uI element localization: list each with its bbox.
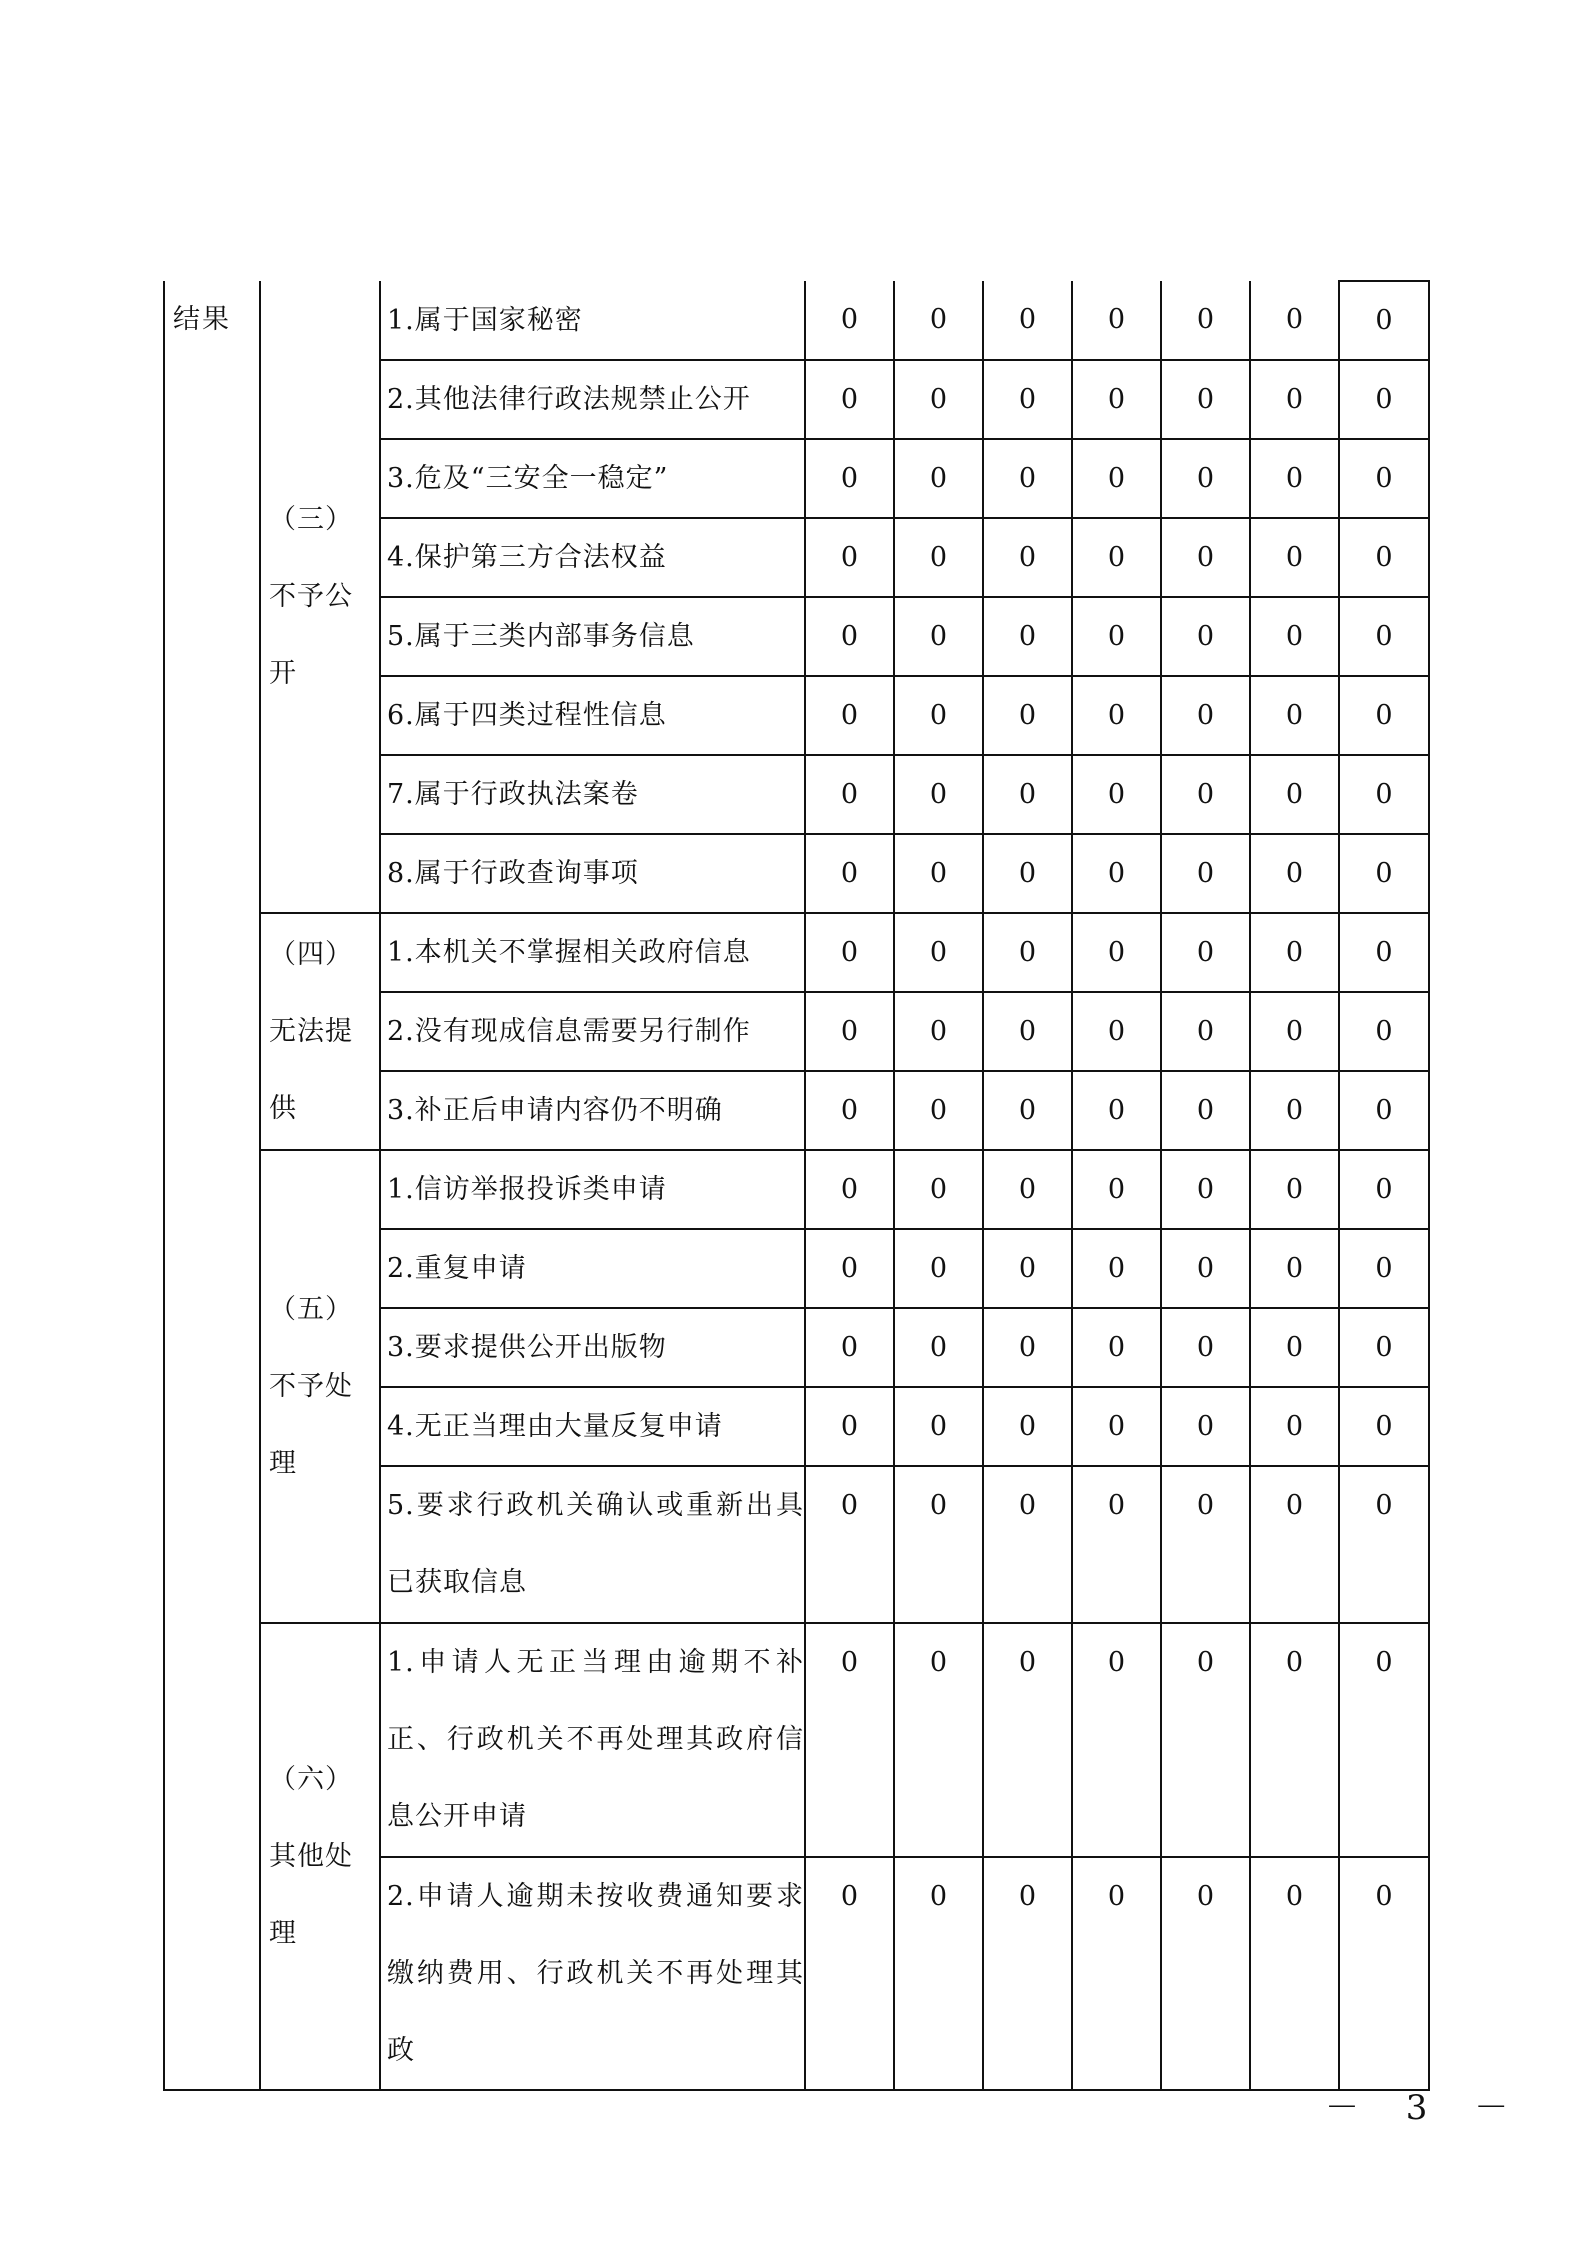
- value-cell: 0: [1250, 1466, 1339, 1623]
- value-cell: 0: [1250, 1308, 1339, 1387]
- value-cell: 0: [805, 518, 894, 597]
- value-cell: 0: [1161, 281, 1250, 360]
- category-cell: （三）不予公开: [260, 281, 380, 913]
- table-row: [164, 281, 1429, 360]
- value-cell: 0: [1339, 1466, 1429, 1623]
- value-cell: 0: [983, 597, 1072, 676]
- value-cell: 0: [1161, 360, 1250, 439]
- item-label-cell: 1.信访举报投诉类申请: [380, 1150, 805, 1229]
- value-cell: 0: [1161, 1387, 1250, 1466]
- value-cell: 0: [894, 439, 983, 518]
- value-cell: 0: [983, 1229, 1072, 1308]
- value-cell: 0: [1161, 676, 1250, 755]
- value-cell: 0: [1250, 1150, 1339, 1229]
- value-cell: 0: [805, 1623, 894, 1857]
- disclosure-results-table: [163, 280, 1430, 2091]
- item-label-cell: 2.重复申请: [380, 1229, 805, 1308]
- value-cell: 0: [1250, 1229, 1339, 1308]
- value-cell: 0: [894, 597, 983, 676]
- value-cell: 0: [894, 1857, 983, 2090]
- value-cell: 0: [1250, 1623, 1339, 1857]
- item-label-cell: 3.要求提供公开出版物: [380, 1308, 805, 1387]
- value-cell: 0: [1161, 1229, 1250, 1308]
- value-cell: 0: [805, 1466, 894, 1623]
- value-cell: 0: [1250, 834, 1339, 913]
- value-cell: 0: [1161, 1623, 1250, 1857]
- value-cell: 0: [1339, 1229, 1429, 1308]
- value-cell: 0: [1072, 834, 1161, 913]
- value-cell: 0: [805, 676, 894, 755]
- value-cell: 0: [1161, 439, 1250, 518]
- item-label-cell: 2.申请人逾期未按收费通知要求缴纳费用、行政机关不再处理其政: [380, 1857, 805, 2090]
- value-cell: 0: [1339, 676, 1429, 755]
- value-cell: 0: [983, 1150, 1072, 1229]
- value-cell: 0: [983, 1387, 1072, 1466]
- value-cell: 0: [983, 360, 1072, 439]
- value-cell: 0: [983, 1308, 1072, 1387]
- value-cell: 0: [1339, 281, 1429, 360]
- value-cell: 0: [1339, 755, 1429, 834]
- item-label-cell: 5.要求行政机关确认或重新出具已获取信息: [380, 1466, 805, 1623]
- value-cell: 0: [1339, 834, 1429, 913]
- value-cell: 0: [805, 834, 894, 913]
- value-cell: 0: [1161, 913, 1250, 992]
- value-cell: 0: [894, 913, 983, 992]
- item-label-cell: 2.没有现成信息需要另行制作: [380, 992, 805, 1071]
- category-cell: （四）无法提供: [260, 913, 380, 1150]
- value-cell: 0: [1072, 1466, 1161, 1623]
- value-cell: 0: [805, 439, 894, 518]
- value-cell: 0: [1072, 360, 1161, 439]
- value-cell: 0: [1161, 597, 1250, 676]
- value-cell: 0: [983, 834, 1072, 913]
- item-label-cell: 5.属于三类内部事务信息: [380, 597, 805, 676]
- value-cell: 0: [1072, 1387, 1161, 1466]
- value-cell: 0: [1339, 597, 1429, 676]
- value-cell: 0: [1250, 676, 1339, 755]
- value-cell: 0: [805, 360, 894, 439]
- value-cell: 0: [894, 1308, 983, 1387]
- category-cell: （五）不予处理: [260, 1150, 380, 1623]
- value-cell: 0: [983, 1623, 1072, 1857]
- value-cell: 0: [983, 281, 1072, 360]
- value-cell: 0: [894, 1387, 983, 1466]
- item-label-cell: 1.属于国家秘密: [380, 281, 805, 360]
- value-cell: 0: [1339, 913, 1429, 992]
- value-cell: 0: [1250, 1387, 1339, 1466]
- value-cell: 0: [983, 1466, 1072, 1623]
- value-cell: 0: [1161, 834, 1250, 913]
- value-cell: 0: [983, 992, 1072, 1071]
- value-cell: 0: [1250, 281, 1339, 360]
- value-cell: 0: [1339, 1308, 1429, 1387]
- item-label-cell: 4.保护第三方合法权益: [380, 518, 805, 597]
- value-cell: 0: [1339, 1071, 1429, 1150]
- value-cell: 0: [1339, 518, 1429, 597]
- value-cell: 0: [1072, 755, 1161, 834]
- value-cell: 0: [1072, 439, 1161, 518]
- value-cell: 0: [894, 834, 983, 913]
- value-cell: 0: [894, 518, 983, 597]
- value-cell: 0: [1250, 518, 1339, 597]
- value-cell: 0: [805, 1229, 894, 1308]
- value-cell: 0: [805, 992, 894, 1071]
- value-cell: 0: [805, 755, 894, 834]
- value-cell: 0: [894, 1466, 983, 1623]
- value-cell: 0: [983, 913, 1072, 992]
- value-cell: 0: [983, 1071, 1072, 1150]
- table-row: [164, 1150, 1429, 1229]
- value-cell: 0: [983, 676, 1072, 755]
- value-cell: 0: [1072, 992, 1161, 1071]
- disclosure-table-container: [163, 280, 1428, 2091]
- item-label-cell: 6.属于四类过程性信息: [380, 676, 805, 755]
- value-cell: 0: [1161, 992, 1250, 1071]
- table-row: [164, 1623, 1429, 1857]
- value-cell: 0: [1250, 439, 1339, 518]
- value-cell: 0: [894, 1623, 983, 1857]
- value-cell: 0: [1072, 1308, 1161, 1387]
- value-cell: 0: [805, 597, 894, 676]
- value-cell: 0: [1339, 992, 1429, 1071]
- value-cell: 0: [1161, 1466, 1250, 1623]
- value-cell: 0: [805, 1387, 894, 1466]
- value-cell: 0: [983, 1857, 1072, 2090]
- value-cell: 0: [1161, 1071, 1250, 1150]
- value-cell: 0: [1339, 1623, 1429, 1857]
- item-label-cell: 1.申请人无正当理由逾期不补正、行政机关不再处理其政府信息公开申请: [380, 1623, 805, 1857]
- value-cell: 0: [805, 1308, 894, 1387]
- value-cell: 0: [805, 1857, 894, 2090]
- value-cell: 0: [1250, 360, 1339, 439]
- value-cell: 0: [1072, 913, 1161, 992]
- value-cell: 0: [1072, 1229, 1161, 1308]
- value-cell: 0: [1339, 439, 1429, 518]
- value-cell: 0: [983, 439, 1072, 518]
- value-cell: 0: [894, 755, 983, 834]
- value-cell: 0: [805, 913, 894, 992]
- value-cell: 0: [1250, 597, 1339, 676]
- value-cell: 0: [805, 1150, 894, 1229]
- value-cell: 0: [805, 1071, 894, 1150]
- value-cell: 0: [1072, 1623, 1161, 1857]
- item-label-cell: 4.无正当理由大量反复申请: [380, 1387, 805, 1466]
- value-cell: 0: [894, 992, 983, 1071]
- value-cell: 0: [1250, 992, 1339, 1071]
- value-cell: 0: [894, 1150, 983, 1229]
- value-cell: 0: [1161, 755, 1250, 834]
- value-cell: 0: [805, 281, 894, 360]
- item-label-cell: 8.属于行政查询事项: [380, 834, 805, 913]
- value-cell: 0: [894, 1229, 983, 1308]
- table-body: [164, 281, 1429, 2090]
- value-cell: 0: [1072, 1150, 1161, 1229]
- value-cell: 0: [1072, 1071, 1161, 1150]
- value-cell: 0: [894, 360, 983, 439]
- value-cell: 0: [1339, 1387, 1429, 1466]
- value-cell: 0: [1339, 360, 1429, 439]
- value-cell: 0: [894, 281, 983, 360]
- item-label-cell: 3.补正后申请内容仍不明确: [380, 1071, 805, 1150]
- value-cell: 0: [894, 1071, 983, 1150]
- value-cell: 0: [983, 755, 1072, 834]
- value-cell: 0: [1072, 597, 1161, 676]
- result-label-cell: 结果: [164, 281, 260, 2090]
- value-cell: 0: [1161, 1857, 1250, 2090]
- value-cell: 0: [1161, 518, 1250, 597]
- value-cell: 0: [1250, 913, 1339, 992]
- value-cell: 0: [1339, 1150, 1429, 1229]
- value-cell: 0: [1072, 281, 1161, 360]
- value-cell: 0: [1250, 1857, 1339, 2090]
- page-number: － 3 －: [1325, 2088, 1527, 2128]
- item-label-cell: 1.本机关不掌握相关政府信息: [380, 913, 805, 992]
- item-label-cell: 2.其他法律行政法规禁止公开: [380, 360, 805, 439]
- value-cell: 0: [1072, 518, 1161, 597]
- category-cell: （六）其他处理: [260, 1623, 380, 2090]
- item-label-cell: 3.危及“三安全一稳定”: [380, 439, 805, 518]
- value-cell: 0: [1161, 1150, 1250, 1229]
- value-cell: 0: [1250, 755, 1339, 834]
- value-cell: 0: [1339, 1857, 1429, 2090]
- item-label-cell: 7.属于行政执法案卷: [380, 755, 805, 834]
- value-cell: 0: [1161, 1308, 1250, 1387]
- table-row: [164, 913, 1429, 992]
- value-cell: 0: [894, 676, 983, 755]
- value-cell: 0: [1250, 1071, 1339, 1150]
- value-cell: 0: [1072, 1857, 1161, 2090]
- value-cell: 0: [983, 518, 1072, 597]
- value-cell: 0: [1072, 676, 1161, 755]
